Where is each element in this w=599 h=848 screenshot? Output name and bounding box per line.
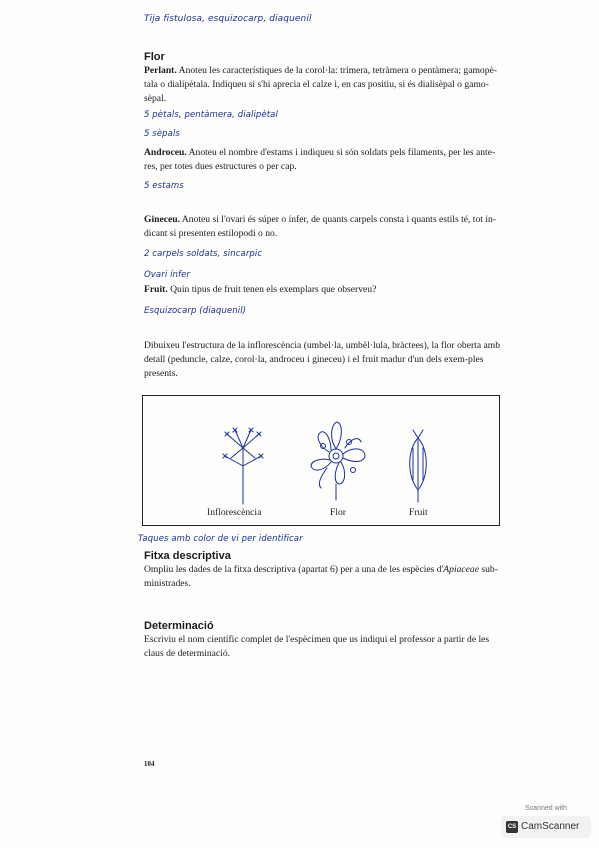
drawing-box [142, 395, 500, 526]
perlant-paragraph [144, 64, 504, 106]
fruit-drawing [403, 428, 433, 504]
determinacio-paragraph: Escriviu el nom científic complet de l'espècimen que us indiqui el professor a partir de les claus de determinació. [144, 634, 490, 659]
fitxa-paragraph [144, 563, 504, 591]
scanned-with-text: Scanned with [524, 805, 568, 812]
heading-flor: Flor [144, 51, 165, 63]
handwritten-top-note: Tija fistulosa, esquizocarp, diaquenil [144, 14, 312, 24]
heading-determinacio: Determinació [144, 620, 214, 632]
perlant-lead: Perlant. [144, 65, 177, 76]
handwritten-fruit-note: Esquizocarp (diaquenil) [144, 306, 247, 316]
inflorescence-drawing [213, 426, 273, 506]
perlant-text: Anoteu les característiques de la corol·la: trímera, tetràmera o pentàmera; gamopè-tala o dialipètala. Indiqueu si s'hi aprecia el calze i, en cas positiu, si és dialisèpal o gamo-sèpal. [144, 65, 497, 104]
fitxa-italic: Apiaceae [443, 564, 479, 575]
fruit-paragraph [144, 283, 504, 297]
drawing-instructions: Dibuixeu l'estructura de la inflorescència (umbel·la, umbèl·lula, bràctees), la flor oberta amb detall (peduncle, calze, corol·la, androceu i gineceu) i el fruit madur d'un dels exem-ples presents. [144, 340, 501, 379]
camscanner-name: CamScanner [521, 821, 580, 832]
caption-flor: Flor [330, 507, 346, 518]
caption-inflorescencia: Inflorescència [207, 507, 262, 518]
androceu-paragraph [144, 146, 504, 174]
page-number: 104 [144, 760, 155, 768]
gineceu-paragraph [144, 213, 504, 241]
androceu-text: Anoteu el nombre d'estams i indiqueu si són soldats pels filaments, per les ante-res, per totes dues estructures o per cap. [144, 147, 496, 172]
fruit-lead: Fruit. [144, 284, 168, 295]
handwritten-colour-note: Taques amb color de vi per identificar [138, 534, 303, 544]
camscanner-badge [502, 817, 590, 837]
fitxa-text-after: sub-ministrades. [144, 564, 498, 589]
caption-fruit: Fruit [409, 507, 428, 518]
handwritten-ovary-note: Ovari ínfer [144, 270, 191, 280]
handwritten-stamens-note: 5 estams [144, 181, 184, 191]
handwritten-sepals-note: 5 sèpals [144, 129, 180, 139]
handwritten-carpels-note: 2 carpels soldats, sincarpic [144, 249, 263, 259]
heading-fitxa-descriptiva: Fitxa descriptiva [144, 550, 231, 562]
handwritten-petals-note: 5 pètals, pentàmera, dialipètal [144, 110, 278, 120]
gineceu-text: Anoteu si l'ovari és súper o ínfer, de quants carpels consta i quants estils té, tot in-dicant si presenten estilopodi o no. [144, 214, 496, 239]
camscanner-watermark [500, 805, 592, 839]
fruit-text: Quin tipus de fruit tenen els exemplars que observeu? [170, 284, 377, 295]
androceu-lead: Androceu. [144, 147, 187, 158]
fitxa-text-before: Ompliu les dades de la fitxa descriptiva (apartat 6) per a una de les espècies d' [144, 564, 444, 575]
gineceu-lead: Gineceu. [144, 214, 180, 225]
camscanner-logo-icon: CS [506, 821, 518, 833]
flower-drawing [301, 410, 371, 502]
